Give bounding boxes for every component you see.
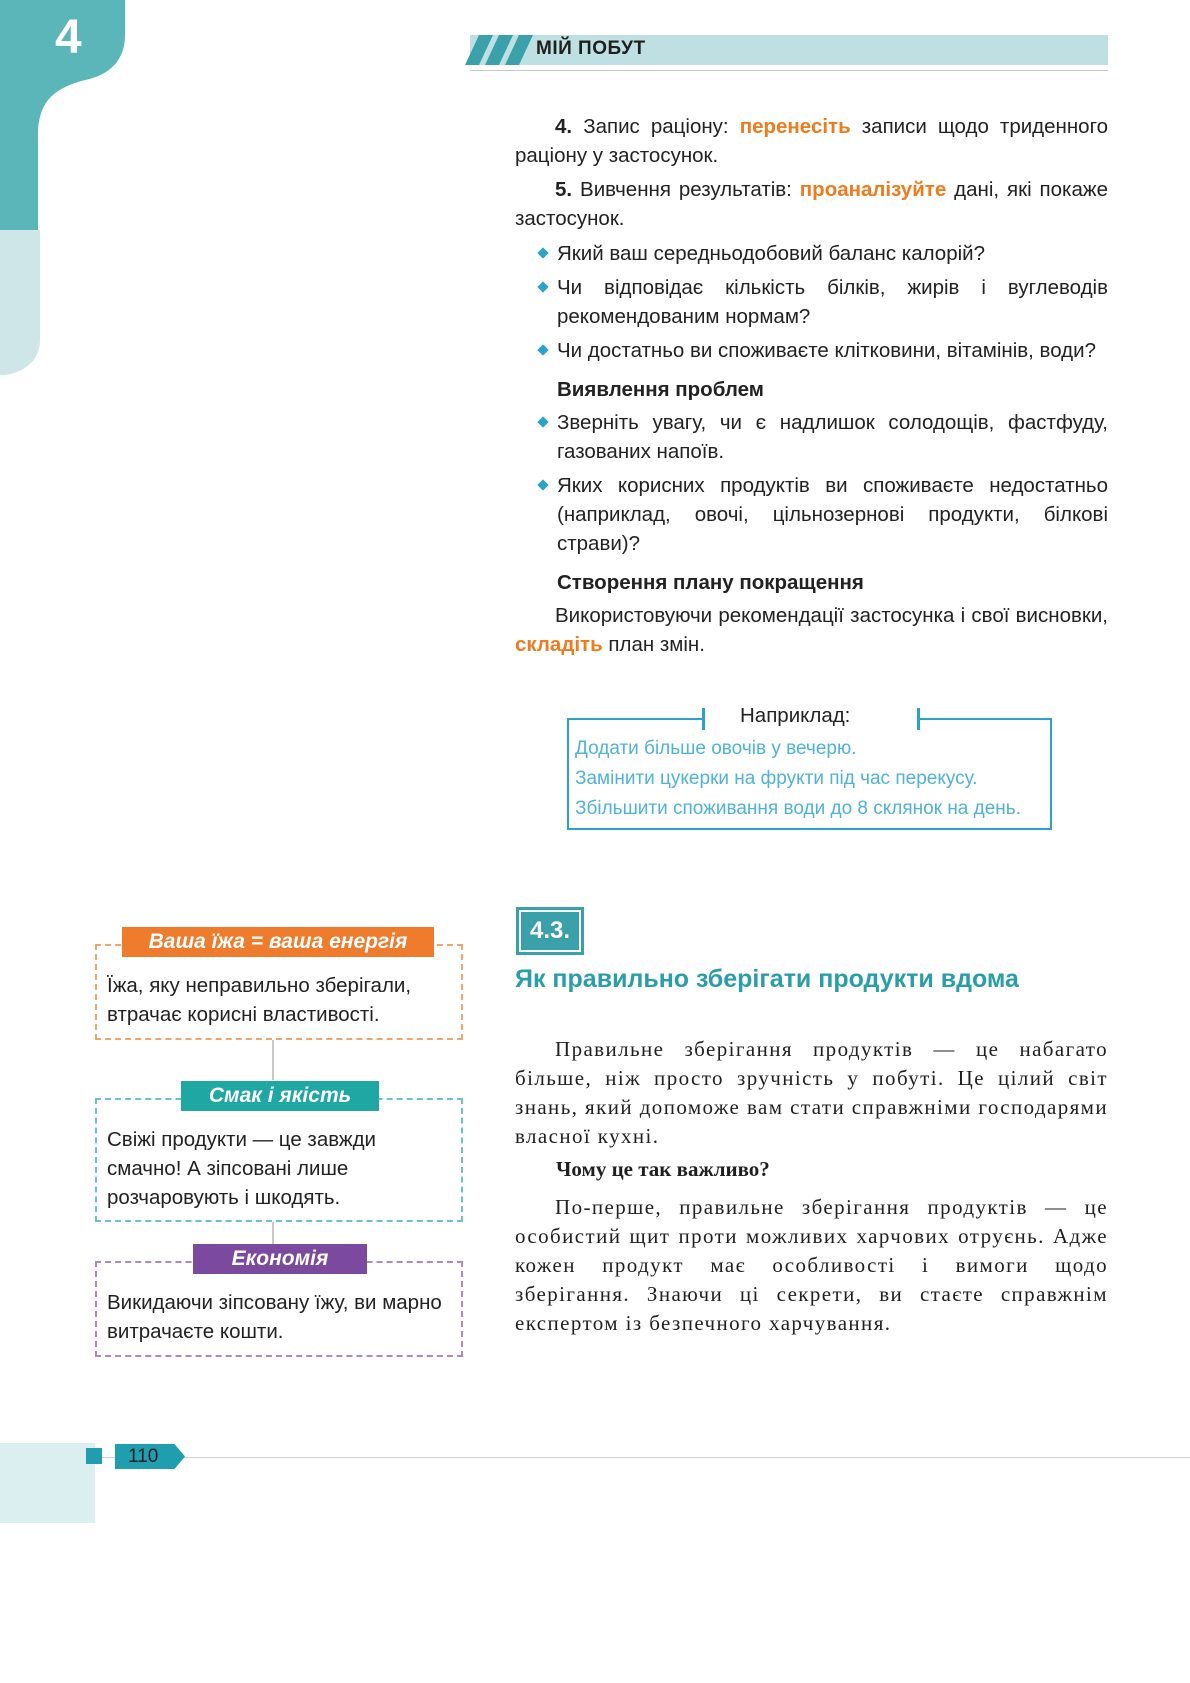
bullet-icon xyxy=(537,281,548,292)
example-box-tick xyxy=(917,708,920,730)
info-box-text: Викидаючи зіпсовану їжу, ви марно витрачаєте кошти. xyxy=(107,1291,442,1343)
why-heading: Чому це так важливо? xyxy=(556,1157,770,1181)
highlight-word: перенесіть xyxy=(739,115,851,138)
list-item: Який ваш середньодобовий баланс калорій? xyxy=(515,239,1108,268)
section-intro: Правильне зберігання продуктів — це набагато більше, ніж просто зручність у побуті. Це цілий світ знань, який допоможе вам стати справжніми господарями власної кухні. xyxy=(515,1037,1108,1148)
bullet-icon xyxy=(537,479,548,490)
info-box-label: Смак і якість xyxy=(181,1081,379,1111)
info-box-economy xyxy=(95,1247,463,1357)
example-box-border xyxy=(917,718,1052,720)
info-box-text: Їжа, яку неправильно зберігали, втрачає корисні властивості. xyxy=(107,974,412,1026)
footer-divider xyxy=(95,1457,1190,1458)
example-line: Замінити цукерки на фрукти під час перекусу. xyxy=(575,768,978,789)
chapter-number: 4 xyxy=(55,11,82,64)
example-line: Збільшити споживання води до 8 склянок на день. xyxy=(575,798,1021,819)
step-5: 5. Вивчення результатів: проаналізуйте дані, які покаже застосунок. xyxy=(515,178,1108,230)
section-title: Як правильно зберігати продукти вдома xyxy=(515,965,1019,993)
list-item: Чи достатньо ви споживаєте клітковини, вітамінів, води? xyxy=(515,336,1108,365)
highlight-word: складіть xyxy=(515,633,603,656)
bullet-icon xyxy=(537,247,548,258)
example-box-tick xyxy=(702,708,705,730)
step-4: 4. Запис раціону: перенесіть записи щодо триденного раціону у застосунок. xyxy=(515,115,1109,167)
info-box-text: Свіжі продукти — це завжди смачно! А зіпсовані лише розчаровують і шкодять. xyxy=(107,1128,377,1209)
bullet-icon xyxy=(537,416,548,427)
list-item: Яких корисних продуктів ви споживаєте недостатньо (наприклад, овочі, цільнозернові продукти, білкові страви)? xyxy=(515,471,1108,558)
header-divider xyxy=(470,70,1108,71)
example-title: Наприклад: xyxy=(740,704,851,727)
why-text: По-перше, правильне зберігання продуктів — це особистий щит проти можливих харчових отруєнь. Адже кожен продукт має особливості і вимоги щодо зберігання. Знаючи ці секрети, ви стаєте справжнім експертом із безпечного харчування. xyxy=(515,1195,1108,1335)
footer-square-icon xyxy=(86,1448,102,1464)
list-item: Зверніть увагу, чи є надлишок солодощів, фастфуду, газованих напоїв. xyxy=(515,408,1108,466)
info-box-energy xyxy=(95,930,463,1040)
highlight-word: проаналізуйте xyxy=(799,178,947,201)
connector-line xyxy=(272,1222,274,1244)
info-box-label: Економія xyxy=(193,1244,367,1274)
example-line: Додати більше овочів у вечерю. xyxy=(575,738,857,759)
example-box-border xyxy=(567,718,703,720)
info-box-label: Ваша їжа = ваша енергія xyxy=(122,927,434,957)
results-bullets xyxy=(515,239,1108,365)
plan-text: Використовуючи рекомендації застосунка і свої висновки, складіть план змін. xyxy=(515,604,1108,656)
problems-bullets xyxy=(515,408,1108,558)
list-item: Чи відповідає кількість білків, жирів і вуглеводів рекомендованим нормам? xyxy=(515,273,1108,331)
steps-block xyxy=(515,112,1108,659)
footer-block xyxy=(0,1443,95,1523)
plan-heading: Створення плану покращення xyxy=(557,571,864,594)
header-title: МІЙ ПОБУТ xyxy=(536,38,646,59)
bullet-icon xyxy=(537,344,548,355)
section-badge xyxy=(516,907,584,955)
page-number: 110 xyxy=(128,1446,159,1467)
problems-heading: Виявлення проблем xyxy=(557,378,764,401)
connector-line xyxy=(272,1040,274,1080)
section-number: 4.3. xyxy=(519,910,581,952)
info-box-taste xyxy=(95,1084,463,1222)
